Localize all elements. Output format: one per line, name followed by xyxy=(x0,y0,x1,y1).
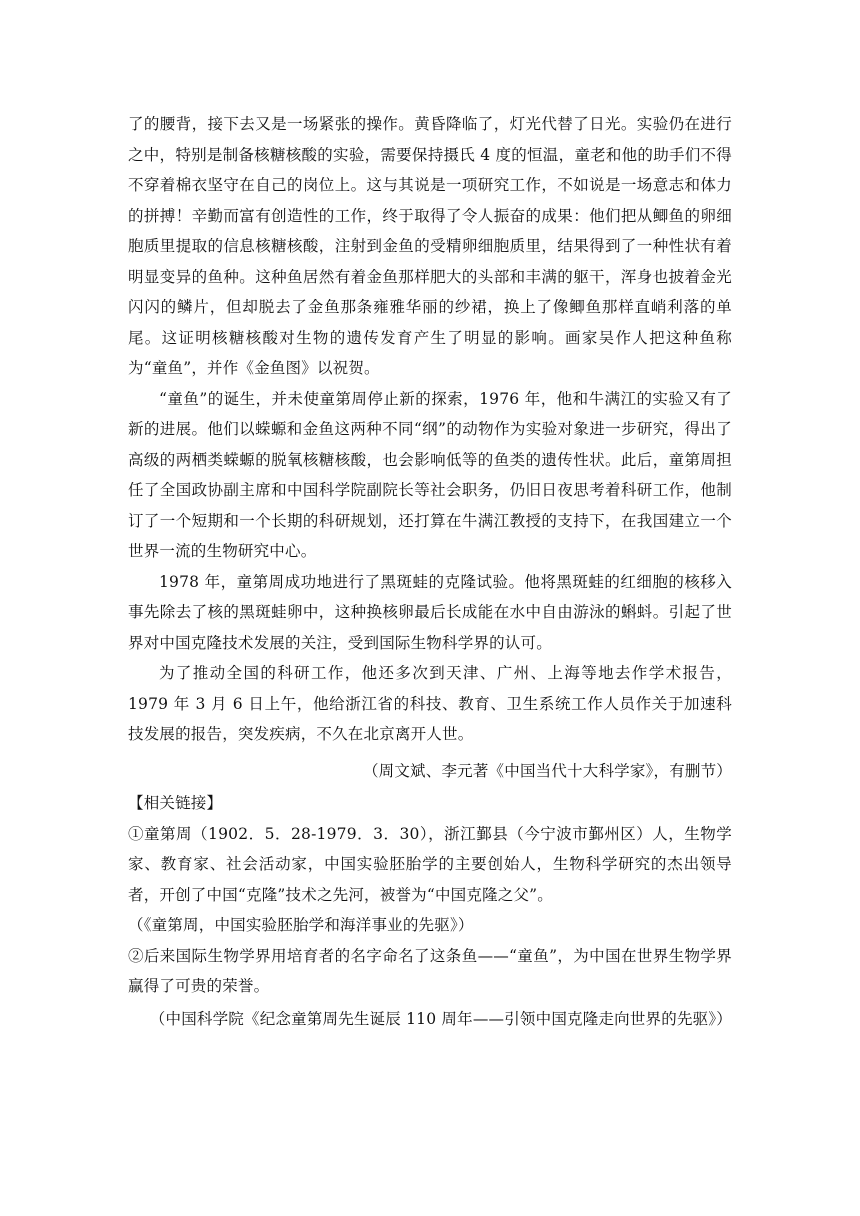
related-link-2: ②后来国际生物学界用培育者的名字命名了这条鱼——“童鱼”，为中国在世界生物学界赢得了可贵的荣誉。 xyxy=(128,946,732,995)
paragraph-1: 了的腰背，接下去又是一场紧张的操作。黄昏降临了，灯光代替了日光。实验仍在进行之中，特别是制备核糖核酸的实验，需要保持摄氏 4 度的恒温，童老和他的助手们不得不穿着棉衣坚守在自己的岗位上。这与其说是一项研究工作，不如说是一场意志和体力的拼搏！辛勤而富有创造性的工作，终于取得了令人振奋的成果：他们把从鲫鱼的卵细胞质里提取的信息核糖核酸，注射到金鱼的受精卵细胞质里，结果得到了一种性状有着明显变异的鱼种。这种鱼居然有着金鱼那样肥大的头部和丰满的躯干，浑身也披着金光闪闪的鳞片，但却脱去了金鱼那条雍雅华丽的纱裙，换上了像鲫鱼那样直峭利落的单尾。这证明核糖核酸对生物的遗传发育产生了明显的影响。画家吴作人把这种鱼称为“童鱼”，并作《金鱼图》以祝贺。 xyxy=(128,115,732,377)
paragraph-4: 为了推动全国的科研工作，他还多次到天津、广州、上海等地去作学术报告，1979 年 3 月 6 日上午，他给浙江省的科技、教育、卫生系统工作人员作关于加速科技发展的报告，突发疾病，不久在北京离开人世。 xyxy=(128,664,732,743)
article-body xyxy=(128,109,732,1034)
related-link-1: ①童第周（1902．5．28-1979．3．30），浙江鄞县（今宁波市鄞州区）人，生物学家、教育家、社会活动家，中国实验胚胎学的主要创始人，生物科学研究的杰出领导者，开创了中国“克隆”技术之先河，被誉为“中国克隆之父”。 xyxy=(128,824,732,904)
paragraph-2: “童鱼”的诞生，并未使童第周停止新的探索，1976 年，他和牛满江的实验又有了新的进展。他们以蝾螈和金鱼这两种不同“纲”的动物作为实验对象进一步研究，得出了高级的两栖类蝾螈的脱氧核糖核酸，也会影响低等的鱼类的遗传性状。此后，童第周担任了全国政协副主席和中国科学院副院长等社会职务，仍旧日夜思考着科研工作，他制订了一个短期和一个长期的科研规划，还打算在牛满江教授的支持下，在我国建立一个世界一流的生物研究中心。 xyxy=(128,389,732,560)
paragraph-3: 1978 年，童第周成功地进行了黑斑蛙的克隆试验。他将黑斑蛙的红细胞的核移入事先除去了核的黑斑蛙卵中，这种换核卵最后长成能在水中自由游泳的蝌蚪。引起了世界对中国克隆技术发展的关注，受到国际生物科学界的认可。 xyxy=(128,572,732,652)
related-link-2-source: （中国科学院《纪念童第周先生诞辰 110 周年——引领中国克隆走向世界的先驱》） xyxy=(149,1009,732,1028)
related-links-heading: 【相关链接】 xyxy=(128,794,223,812)
related-link-1-source: （《童第周，中国实验胚胎学和海洋事业的先驱》） xyxy=(128,916,474,934)
article-source: （周文斌、李元著《中国当代十大科学家》，有删节） xyxy=(362,761,732,780)
